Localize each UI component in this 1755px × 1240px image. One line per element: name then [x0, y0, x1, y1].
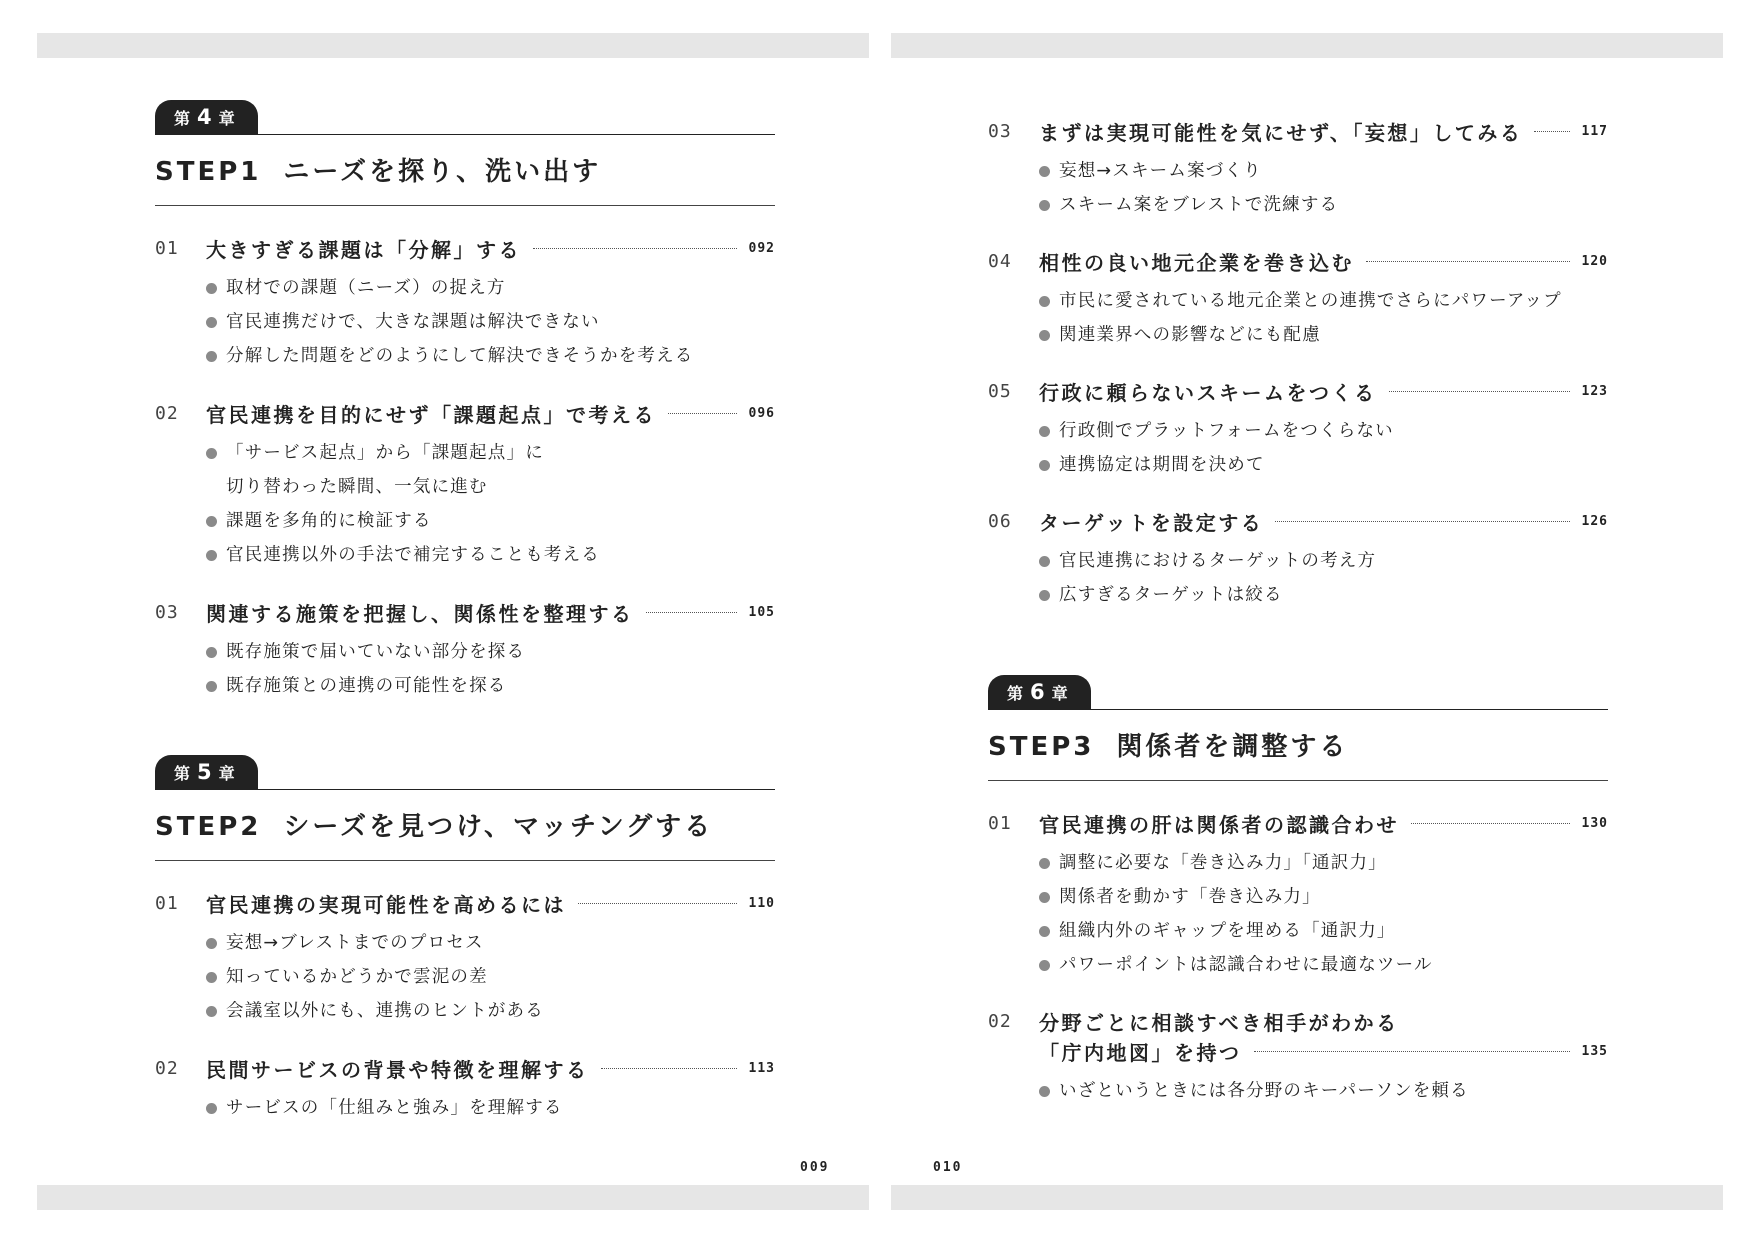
section-number: 06 [988, 510, 1012, 532]
page-number: 120 [1581, 253, 1608, 269]
subtopic-text: 調整に必要な「巻き込み力」「通訳力」 [1059, 853, 1387, 873]
subtopic-text: パワーポイントは認識合わせに最適なツール [1059, 955, 1433, 975]
list-item [206, 436, 775, 470]
subtopic-text: いざというときには各分野のキーパーソンを頼る [1059, 1081, 1469, 1101]
chapter-label: 第 [1007, 684, 1028, 703]
section-number: 01 [155, 892, 179, 914]
chapter-tab [155, 100, 258, 134]
section-number: 01 [155, 237, 179, 259]
section-title[interactable]: 官民連携の実現可能性を高めるには [206, 892, 566, 917]
subtopic-text: 関係者を動かす「巻き込み力」 [1059, 887, 1321, 907]
subtopic-list [988, 846, 1608, 982]
dot-leader [1275, 521, 1569, 522]
subtopic-list [988, 414, 1608, 482]
subtopic-list [155, 635, 775, 703]
page-number: 130 [1581, 815, 1608, 831]
subtopic-list [988, 284, 1608, 352]
page-number: 113 [748, 1060, 775, 1076]
subtopic-list [988, 1074, 1608, 1108]
bullet-icon [206, 351, 217, 362]
bullet-icon [1039, 960, 1050, 971]
bullet-icon [206, 283, 217, 294]
step-label: STEP3 [988, 732, 1095, 762]
section-number: 04 [988, 250, 1012, 272]
bullet-icon [1039, 892, 1050, 903]
subtopic-text: 会議室以外にも、連携のヒントがある [226, 1001, 544, 1021]
bullet-icon [1039, 858, 1050, 869]
bullet-icon [206, 550, 217, 561]
chapter-label: 第 [174, 109, 195, 128]
subtopic-list [155, 1091, 775, 1125]
list-item [206, 339, 775, 373]
dot-leader [1366, 261, 1570, 262]
chapter-number: 4 [197, 105, 216, 129]
chapter-5 [155, 755, 775, 1125]
bullet-icon [1039, 1086, 1050, 1097]
page-number: 105 [748, 604, 775, 620]
bullet-icon [206, 681, 217, 692]
subtopic-list [155, 926, 775, 1028]
page-number: 110 [748, 895, 775, 911]
bullet-icon [206, 1103, 217, 1114]
list-item [206, 504, 775, 538]
page-number: 126 [1581, 513, 1608, 529]
subtopic-text: 官民連携だけで、大きな課題は解決できない [226, 312, 600, 332]
bullet-icon [1039, 330, 1050, 341]
list-item [206, 305, 775, 339]
subtopic-text: 分解した問題をどのようにして解決できそうかを考える [226, 346, 694, 366]
subtopic-text: 市民に愛されている地元企業との連携でさらにパワーアップ [1059, 291, 1562, 311]
section-title[interactable]: 関連する施策を把握し、関係性を整理する [206, 601, 634, 626]
bullet-icon [1039, 166, 1050, 177]
section-title[interactable]: 官民連携を目的にせず「課題起点」で考える [206, 402, 656, 427]
chapter-heading: シーズを見つけ、マッチングする [283, 812, 714, 842]
chapter-title [155, 790, 775, 860]
list-item [1039, 154, 1608, 188]
page-number: 123 [1581, 383, 1608, 399]
toc-section[interactable] [988, 116, 1608, 222]
chapter-title [155, 135, 775, 205]
list-item [1039, 578, 1608, 612]
section-title[interactable]: 分野ごとに相談すべき相手がわかる [1039, 1010, 1399, 1035]
chapter-number: 6 [1030, 680, 1049, 704]
bullet-icon [1039, 926, 1050, 937]
chapter-heading: 関係者を調整する [1116, 732, 1349, 762]
list-item [206, 960, 775, 994]
dot-leader [1254, 1051, 1570, 1052]
list-item [1039, 318, 1608, 352]
subtopic-text: 取材での課題（ニーズ）の捉え方 [226, 278, 506, 298]
subtopic-text: 切り替わった瞬間、一気に進む [226, 477, 488, 497]
dot-leader [578, 903, 737, 904]
page-number: 096 [748, 405, 775, 421]
chapter-suffix: 章 [218, 109, 239, 128]
chapter-tab [988, 675, 1091, 709]
right-page [933, 0, 1608, 1240]
section-title[interactable]: 大きすぎる課題は「分解」する [206, 237, 521, 262]
divider [988, 780, 1608, 781]
step-label: STEP2 [155, 812, 262, 842]
toc-section[interactable] [155, 1053, 775, 1125]
list-item [1039, 914, 1608, 948]
toc-section[interactable] [155, 888, 775, 1028]
list-item [1039, 948, 1608, 982]
bullet-icon [206, 516, 217, 527]
subtopic-text: 関連業界への影響などにも配慮 [1059, 325, 1321, 345]
chapter-5-continued [988, 116, 1608, 612]
subtopic-text: 組織内外のギャップを埋める「通訳力」 [1059, 921, 1396, 941]
chapter-heading: ニーズを探り、洗い出す [283, 157, 602, 187]
bullet-icon [1039, 590, 1050, 601]
subtopic-list [988, 154, 1608, 222]
subtopic-text: 連携協定は期間を決めて [1059, 455, 1265, 475]
divider [155, 205, 775, 206]
list-item [1039, 188, 1608, 222]
toc-section[interactable] [988, 506, 1608, 612]
section-number: 03 [988, 120, 1012, 142]
section-number: 02 [988, 1010, 1012, 1032]
bullet-icon [1039, 200, 1050, 211]
subtopic-text: 官民連携以外の手法で補完することも考える [226, 545, 600, 565]
chapter-suffix: 章 [218, 764, 239, 783]
section-title[interactable]: ターゲットを設定する [1039, 510, 1264, 535]
dot-leader [1389, 391, 1570, 392]
chapter-suffix: 章 [1051, 684, 1072, 703]
subtopic-text: 行政側でプラットフォームをつくらない [1059, 421, 1394, 441]
chapter-number: 5 [197, 760, 216, 784]
toc-section[interactable] [155, 398, 775, 572]
toc-section[interactable] [155, 233, 775, 373]
section-number: 01 [988, 812, 1012, 834]
section-title-line2[interactable]: 「庁内地図」を持つ [1039, 1040, 1242, 1065]
bullet-icon [1039, 426, 1050, 437]
subtopic-text: サービスの「仕組みと強み」を理解する [226, 1098, 563, 1118]
dot-leader [601, 1068, 737, 1069]
chapter-label: 第 [174, 764, 195, 783]
chapter-4 [155, 100, 775, 703]
bullet-icon [206, 938, 217, 949]
divider [155, 860, 775, 861]
subtopic-text: 官民連携におけるターゲットの考え方 [1059, 551, 1377, 571]
section-title[interactable]: まずは実現可能性を気にせず、「妄想」してみる [1039, 120, 1523, 145]
list-item [1039, 544, 1608, 578]
section-number: 02 [155, 402, 179, 424]
list-item [1039, 1074, 1608, 1108]
dot-leader [646, 612, 737, 613]
bullet-icon [206, 972, 217, 983]
dot-leader [1411, 823, 1570, 824]
subtopic-text: 妄想→スキーム案づくり [1059, 161, 1262, 181]
left-page [155, 0, 830, 1240]
subtopic-text: 「サービス起点」から「課題起点」に [226, 443, 544, 463]
list-item [1039, 846, 1608, 880]
subtopic-list [155, 436, 775, 572]
section-number: 05 [988, 380, 1012, 402]
bullet-icon [206, 647, 217, 658]
list-item [1039, 880, 1608, 914]
list-item [206, 538, 775, 572]
list-item [1039, 448, 1608, 482]
section-title[interactable]: 相性の良い地元企業を巻き込む [1039, 250, 1354, 275]
bullet-icon [206, 317, 217, 328]
toc-section[interactable] [155, 597, 775, 703]
list-item [206, 926, 775, 960]
toc-section[interactable] [988, 246, 1608, 352]
page-folio: 009 [800, 1160, 830, 1175]
subtopic-text: スキーム案をブレストで洗練する [1059, 195, 1339, 215]
chapter-tab [155, 755, 258, 789]
section-number: 02 [155, 1057, 179, 1079]
subtopic-text: 広すぎるターゲットは絞る [1059, 585, 1283, 605]
dot-leader [1534, 131, 1569, 132]
subtopic-text: 知っているかどうかで雲泥の差 [226, 967, 488, 987]
subtopic-text: 既存施策で届いていない部分を探る [226, 642, 526, 662]
section-title[interactable]: 民間サービスの背景や特徴を理解する [206, 1057, 589, 1082]
list-item [206, 1091, 775, 1125]
subtopic-text: 課題を多角的に検証する [226, 511, 432, 531]
subtopic-list [988, 544, 1608, 612]
page-number: 117 [1581, 123, 1608, 139]
bullet-icon [206, 1006, 217, 1017]
list-item [206, 669, 775, 703]
list-item [206, 271, 775, 305]
section-title[interactable]: 行政に頼らないスキームをつくる [1039, 380, 1377, 405]
step-label: STEP1 [155, 157, 262, 187]
toc-section[interactable] [988, 1006, 1608, 1108]
dot-leader [668, 413, 737, 414]
bullet-icon [1039, 556, 1050, 567]
bullet-icon [1039, 296, 1050, 307]
dot-leader [533, 248, 737, 249]
subtopic-text: 既存施策との連携の可能性を探る [226, 676, 507, 696]
subtopic-list [155, 271, 775, 373]
list-item [206, 635, 775, 669]
chapter-title [988, 710, 1608, 780]
subtopic-text: 妄想→ブレストまでのプロセス [226, 933, 484, 953]
list-item [1039, 414, 1608, 448]
toc-section[interactable] [988, 808, 1608, 982]
chapter-6 [988, 675, 1608, 1108]
page-folio: 010 [933, 1160, 963, 1175]
list-item [206, 994, 775, 1028]
page-number: 092 [748, 240, 775, 256]
list-item-continuation [206, 470, 775, 504]
toc-section[interactable] [988, 376, 1608, 482]
list-item [1039, 284, 1608, 318]
bullet-icon [206, 448, 217, 459]
section-number: 03 [155, 601, 179, 623]
bullet-icon [1039, 460, 1050, 471]
page-number: 135 [1581, 1043, 1608, 1059]
section-title[interactable]: 官民連携の肝は関係者の認識合わせ [1039, 812, 1399, 837]
